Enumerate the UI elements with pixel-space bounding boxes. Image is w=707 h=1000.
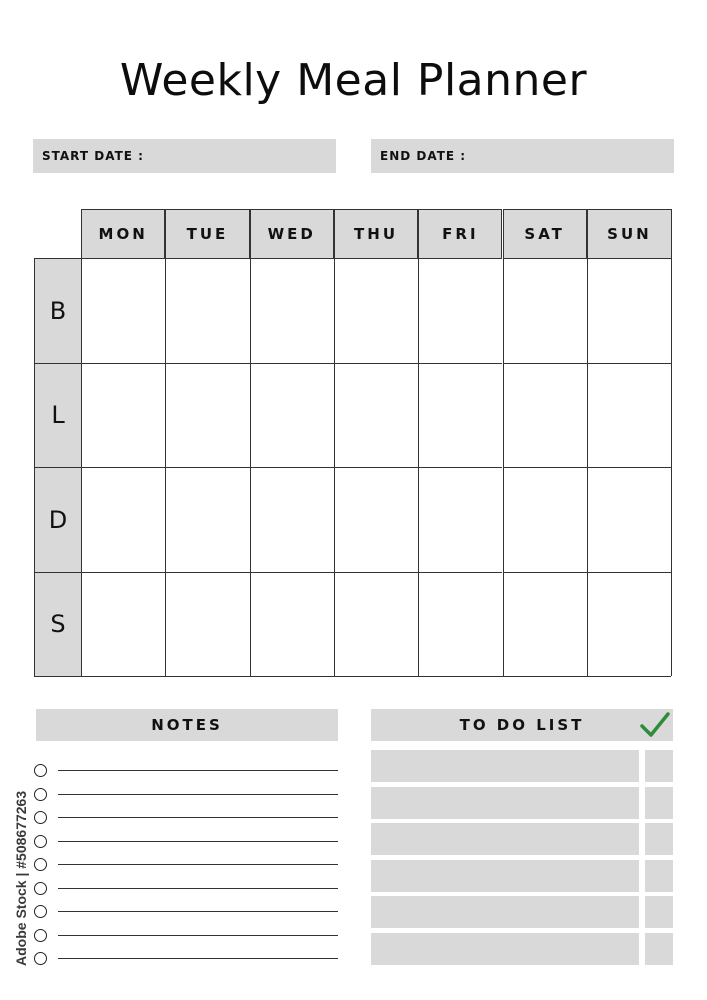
circle-bullet-icon (34, 835, 47, 848)
todo-checkbox[interactable] (645, 823, 673, 855)
meal-cell[interactable] (334, 572, 418, 677)
meal-cell[interactable] (250, 467, 334, 572)
circle-bullet-icon (34, 929, 47, 942)
todo-checkbox[interactable] (645, 860, 673, 892)
todo-header (371, 709, 673, 741)
writing-line (58, 770, 338, 771)
meal-cell[interactable] (165, 572, 249, 677)
writing-line (58, 794, 338, 795)
todo-checkbox[interactable] (645, 933, 673, 965)
note-line[interactable] (34, 811, 338, 825)
writing-line (58, 888, 338, 889)
writing-line (58, 817, 338, 818)
meal-cell[interactable] (250, 258, 334, 363)
meal-cell[interactable] (418, 363, 502, 468)
end-date-field[interactable] (371, 139, 674, 173)
meal-cell[interactable] (587, 258, 671, 363)
meal-label-l: L (34, 363, 81, 468)
todo-item-field[interactable] (371, 823, 639, 855)
meal-cell[interactable] (418, 572, 502, 677)
meal-cell[interactable] (503, 258, 587, 363)
meal-cell[interactable] (81, 467, 165, 572)
meal-cell[interactable] (165, 467, 249, 572)
meal-cell[interactable] (418, 467, 502, 572)
meal-cell[interactable] (503, 363, 587, 468)
todo-item-field[interactable] (371, 896, 639, 928)
note-line[interactable] (34, 835, 338, 849)
day-header-thu: THU (334, 209, 418, 258)
notes-header-label: NOTES (151, 716, 223, 734)
circle-bullet-icon (34, 811, 47, 824)
circle-bullet-icon (34, 882, 47, 895)
meal-cell[interactable] (587, 467, 671, 572)
writing-line (58, 911, 338, 912)
checkmark-icon (639, 710, 671, 740)
meal-cell[interactable] (587, 363, 671, 468)
grid-bottom-border (34, 676, 671, 677)
meal-cell[interactable] (334, 363, 418, 468)
meal-cell[interactable] (165, 363, 249, 468)
grid-right-border (671, 258, 672, 676)
todo-item-field[interactable] (371, 860, 639, 892)
meal-label-s: S (34, 572, 81, 677)
circle-bullet-icon (34, 764, 47, 777)
start-date-field[interactable] (33, 139, 336, 173)
day-header-wed: WED (250, 209, 334, 258)
meal-cell[interactable] (503, 572, 587, 677)
meal-cell[interactable] (334, 258, 418, 363)
note-line[interactable] (34, 929, 338, 943)
meal-cell[interactable] (418, 258, 502, 363)
note-line[interactable] (34, 905, 338, 919)
todo-item-field[interactable] (371, 933, 639, 965)
note-line[interactable] (34, 882, 338, 896)
meal-cell[interactable] (587, 572, 671, 677)
todo-item-field[interactable] (371, 750, 639, 782)
meal-cell[interactable] (250, 572, 334, 677)
todo-checkbox[interactable] (645, 787, 673, 819)
meal-cell[interactable] (81, 258, 165, 363)
note-line[interactable] (34, 764, 338, 778)
writing-line (58, 864, 338, 865)
stock-id-watermark: Adobe Stock | #508677263 (13, 790, 29, 966)
meal-cell[interactable] (81, 363, 165, 468)
todo-checkbox[interactable] (645, 750, 673, 782)
day-header-sun: SUN (587, 209, 672, 258)
circle-bullet-icon (34, 905, 47, 918)
day-header-fri: FRI (418, 209, 502, 258)
notes-header (36, 709, 338, 741)
meal-cell[interactable] (250, 363, 334, 468)
day-header-tue: TUE (165, 209, 249, 258)
page-title: Weekly Meal Planner (119, 55, 588, 106)
day-header-mon: MON (81, 209, 165, 258)
writing-line (58, 958, 338, 959)
note-line[interactable] (34, 858, 338, 872)
circle-bullet-icon (34, 788, 47, 801)
start-date-label: START DATE : (42, 149, 144, 163)
todo-checkbox[interactable] (645, 896, 673, 928)
meal-cell[interactable] (165, 258, 249, 363)
todo-item-field[interactable] (371, 787, 639, 819)
todo-header-label: TO DO LIST (459, 716, 585, 734)
writing-line (58, 841, 338, 842)
meal-label-d: D (34, 467, 81, 572)
note-line[interactable] (34, 952, 338, 966)
note-line[interactable] (34, 788, 338, 802)
meal-cell[interactable] (81, 572, 165, 677)
meal-label-b: B (34, 258, 81, 363)
circle-bullet-icon (34, 858, 47, 871)
day-header-sat: SAT (503, 209, 587, 258)
end-date-label: END DATE : (380, 149, 467, 163)
writing-line (58, 935, 338, 936)
meal-cell[interactable] (334, 467, 418, 572)
meal-cell[interactable] (503, 467, 587, 572)
circle-bullet-icon (34, 952, 47, 965)
